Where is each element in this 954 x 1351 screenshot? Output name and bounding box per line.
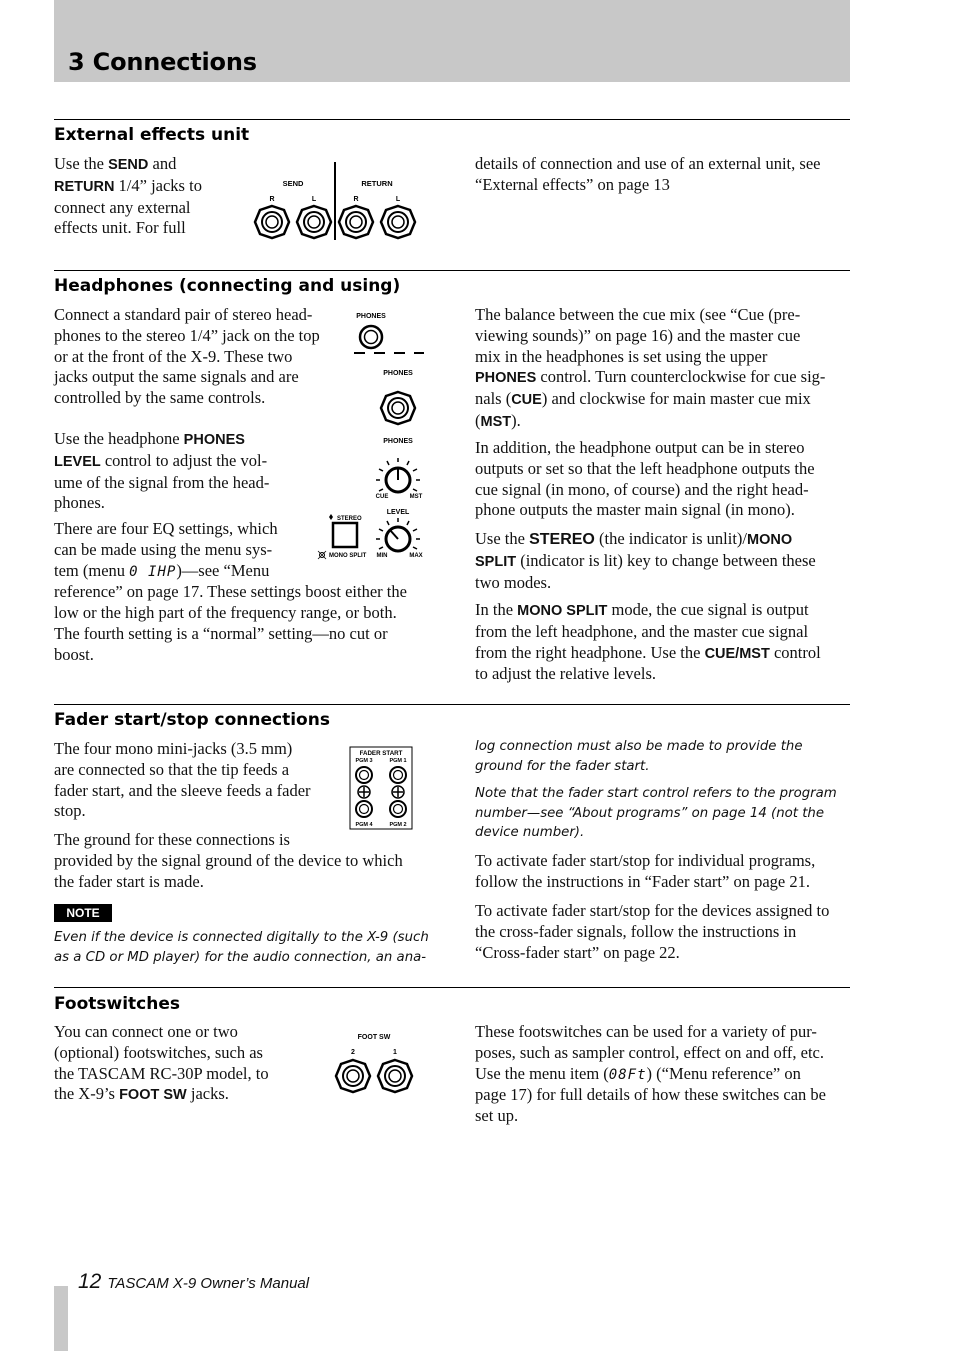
note-text: Even if the device is connected digitally to the X-9 (such as a CD or MD player) for the audio connection, an ana- [54, 930, 429, 965]
headphones-right-paragraph-1: The balance between the cue mix (see “Cue (pre- viewing sounds)” on page 16) and the master cue mix in the headphones is set using the upper PHONES control. Turn counterclockwise for cue sig- nals (CUE) and clockwise for main master cue mix (MST). [475, 305, 826, 430]
section-heading-footswitches: Footswitches [54, 994, 181, 1014]
note-text-2: Note that the fader start control refers to the program number—see “About programs” on page 14 (not the device number). [475, 786, 837, 840]
send-return-jacks-diagram [248, 160, 428, 244]
jack-icon [255, 206, 289, 238]
svg-text:R: R [269, 196, 275, 203]
cue-mst-key: CUE/MST [704, 645, 770, 662]
return-key: RETURN [54, 178, 115, 195]
svg-text:MIN: MIN [376, 553, 388, 559]
cue-mst-knob-icon [376, 458, 420, 492]
footswitches-right-paragraph: These footswitches can be used for a variety of pur- poses, such as sampler control, effect on and off, etc. Use the menu item (08Ft) (“Menu reference” on page 17) for full details of how these switches can be set up. [475, 1022, 826, 1126]
headphones-right-paragraph-4: In the MONO SPLIT mode, the cue signal is output from the left headphone, and the master cue signal from the right headphone. Use the CUE/MST control to adjust the relative levels. [475, 600, 821, 684]
section-heading-fader-start: Fader start/stop connections [54, 710, 330, 730]
svg-text:PGM 1: PGM 1 [389, 758, 407, 764]
svg-text:R: R [353, 196, 359, 203]
mini-jack-icon [356, 801, 372, 817]
section-rule [54, 987, 850, 988]
svg-text:2: 2 [351, 1049, 355, 1056]
headphones-paragraph-1: Connect a standard pair of stereo head- phones to the stereo 1/4” jack on the top or at the front of the X-9. These two jacks output the same signals and are controlled by the same controls. [54, 305, 320, 408]
foot-sw-key: FOOT SW [119, 1087, 187, 1104]
svg-text:L: L [395, 196, 401, 203]
return-label: RETURN [361, 179, 393, 188]
manual-title: TASCAM X-9 Owner’s Manual [107, 1275, 310, 1292]
footswitches-paragraph: You can connect one or two (optional) footswitches, such as the TASCAM RC-30P model, to the X-9’s FOOT SW jacks. [54, 1022, 269, 1104]
section-heading-headphones: Headphones (connecting and using) [54, 276, 401, 296]
stereo-key: STEREO [529, 531, 595, 548]
cue-key: CUE [511, 392, 542, 409]
footer-bar [54, 1286, 68, 1351]
menu-code-display: 0 IHP [129, 563, 177, 580]
phones-key: PHONES [475, 370, 537, 387]
page-number: 12 [78, 1270, 102, 1293]
chapter-header-band [54, 0, 850, 82]
level-knob-icon [376, 518, 420, 551]
jack-icon [378, 1060, 412, 1092]
headphones-controls-diagram [314, 308, 434, 566]
phones-key: PHONES [183, 432, 245, 448]
svg-text:STEREO: STEREO [337, 516, 362, 522]
screw-icon [358, 786, 370, 798]
headphones-right-paragraph-2: In addition, the headphone output can be in stereo outputs or set so that the left headphone outputs the cue signal (in mono, of course) and the right head- phone outputs the master main signal (in mono). [475, 438, 815, 520]
external-effects-right-paragraph: details of connection and use of an external unit, see “External effects” on page 13 [475, 154, 821, 194]
fader-right-paragraph-1: To activate fader start/stop for individual programs, follow the instructions in “Fader start” on page 21. [475, 851, 816, 891]
mono-key: MONO [747, 532, 793, 548]
page-footer [78, 1270, 309, 1294]
svg-text:PHONES: PHONES [356, 313, 386, 320]
svg-text:PGM 3: PGM 3 [355, 758, 373, 764]
svg-text:MAX: MAX [409, 553, 423, 559]
level-key: LEVEL [54, 453, 101, 470]
fader-paragraph-2: The ground for these connections is provided by the signal ground of the device to which the fader start is made. [54, 830, 403, 891]
external-effects-paragraph: Use the SEND and RETURN 1/4” jacks to connect any external effects unit. For full [54, 154, 202, 238]
headphones-right-paragraph-3: Use the STEREO (the indicator is unlit)/MONO SPLIT (indicator is lit) key to change between these two modes. [475, 529, 816, 592]
svg-text:LEVEL: LEVEL [386, 509, 410, 516]
svg-text:MONO SPLIT: MONO SPLIT [329, 553, 367, 559]
svg-text:PHONES: PHONES [383, 438, 413, 445]
headphones-paragraph-3: There are four EQ settings, which can be made using the menu sys- tem (menu 0 IHP)—see “Menu reference” on page 17. These settings boost either the low or the high part of the frequency range, or both. The fourth setting is a “normal” setting—no cut or boost. [54, 519, 407, 664]
mono-split-key: MONO SPLIT [517, 603, 608, 619]
mini-jack-icon [356, 767, 372, 783]
fader-start-jacks-diagram [347, 745, 417, 831]
svg-text:CUE: CUE [375, 494, 389, 500]
section-rule [54, 704, 850, 705]
section-heading-external-effects: External effects unit [54, 125, 250, 145]
chapter-title: 3 Connections [68, 48, 257, 76]
fader-paragraph-1: The four mono mini-jacks (3.5 mm) are connected so that the tip feeds a fader start, and the sleeve feeds a fader stop. [54, 739, 311, 821]
phones-jack-icon [381, 392, 415, 424]
stereo-led-icon [329, 514, 333, 520]
section-rule [54, 119, 850, 120]
jack-icon [297, 206, 331, 238]
jack-icon [336, 1060, 370, 1092]
send-label: SEND [282, 179, 304, 188]
jack-icon [381, 206, 415, 238]
note-text-continued: log connection must also be made to provide the ground for the fader start. [475, 739, 803, 774]
send-key: SEND [108, 157, 149, 173]
headphones-paragraph-2: Use the headphone PHONES LEVEL control to adjust the vol- ume of the signal from the head- phones. [54, 429, 270, 513]
svg-text:PGM 4: PGM 4 [355, 822, 373, 828]
svg-text:L: L [311, 196, 317, 203]
phones-jack-icon [360, 326, 382, 348]
mini-jack-icon [390, 801, 406, 817]
fader-right-paragraph-2: To activate fader start/stop for the devices assigned to the cross-fader signals, follow the instructions in “Cross-fader start” on page 22. [475, 901, 830, 962]
menu-code-display: 08Ft [608, 1066, 647, 1083]
section-rule [54, 270, 850, 271]
svg-text:PGM 2: PGM 2 [389, 822, 407, 828]
svg-text:1: 1 [393, 1049, 397, 1056]
stereo-mono-split-key-icon [333, 523, 357, 547]
svg-text:MST: MST [409, 494, 423, 500]
foot-sw-jacks-diagram [330, 1030, 420, 1096]
jack-icon [339, 206, 373, 238]
screw-icon [392, 786, 404, 798]
mst-key: MST [480, 413, 512, 430]
note-badge: NOTE [54, 904, 112, 922]
mono-split-led-icon [318, 551, 326, 559]
svg-text:FADER START: FADER START [359, 750, 403, 757]
svg-text:FOOT SW: FOOT SW [357, 1034, 391, 1041]
mini-jack-icon [390, 767, 406, 783]
svg-text:PHONES: PHONES [383, 370, 413, 377]
split-key: SPLIT [475, 553, 517, 570]
